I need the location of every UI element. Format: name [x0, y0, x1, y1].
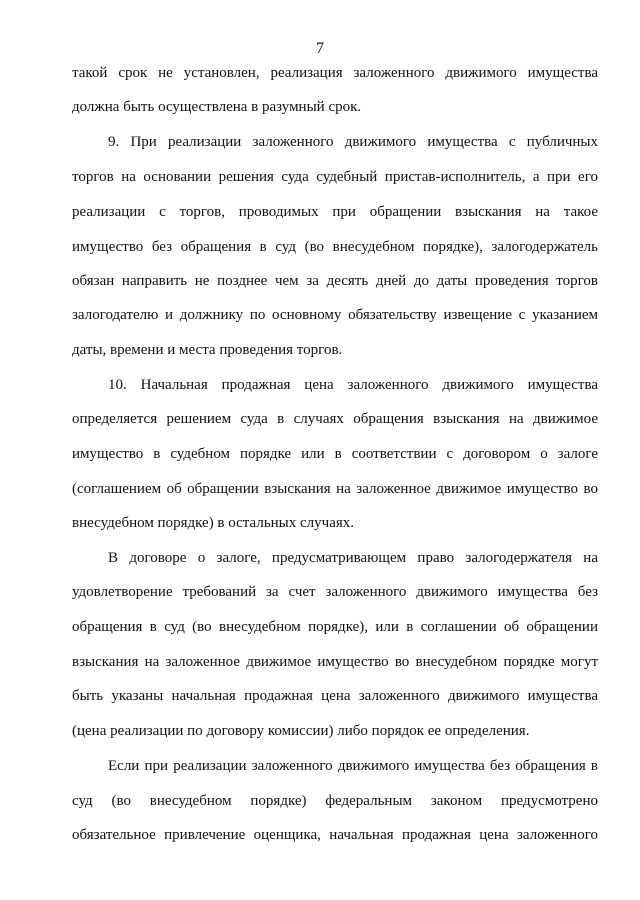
paragraph-first-line: В договоре о залоге, предусматривающем право залогодержателя на — [108, 550, 598, 566]
text-line: даты, времени и места проведения торгов. — [72, 342, 343, 358]
text-line: реализации с торгов, проводимых при обращении взыскания на такое — [72, 204, 598, 220]
text-line: имущество без обращения в суд (во внесудебном порядке), залогодержатель — [72, 239, 598, 255]
text-line: внесудебном порядке) в остальных случаях. — [72, 515, 355, 531]
text-line: суд (во внесудебном порядке) федеральным законом предусмотрено — [72, 793, 598, 809]
text-line: обязан направить не позднее чем за десять дней до даты проведения торгов — [72, 273, 598, 289]
text-line: такой срок не установлен, реализация заложенного движимого имущества — [72, 65, 598, 81]
text-line: удовлетворение требований за счет заложенного движимого имущества без — [72, 584, 598, 600]
paragraph-first-line: 9. При реализации заложенного движимого имущества с публичных — [108, 134, 598, 150]
text-line: взыскания на заложенное движимое имущество во внесудебном порядке могут — [72, 654, 598, 670]
text-line: залогодателю и должнику по основному обязательству извещение с указанием — [72, 307, 598, 323]
paragraph-first-line: Если при реализации заложенного движимого имущества без обращения в — [108, 758, 598, 774]
page-number: 7 — [316, 40, 324, 57]
text-line: имущество в судебном порядке или в соответствии с договором о залоге — [72, 446, 598, 462]
paragraph-first-line: 10. Начальная продажная цена заложенного движимого имущества — [108, 377, 598, 393]
text-line: (цена реализации по договору комиссии) либо порядок ее определения. — [72, 723, 530, 739]
text-line: должна быть осуществлена в разумный срок. — [72, 99, 362, 115]
text-line: обращения в суд (во внесудебном порядке), или в соглашении об обращении — [72, 619, 598, 635]
text-line: определяется решением суда в случаях обращения взыскания на движимое — [72, 411, 598, 427]
text-line: торгов на основании решения суда судебный пристав-исполнитель, а при его — [72, 169, 598, 185]
text-line: (соглашением об обращении взыскания на заложенное движимое имущество во — [72, 481, 598, 497]
text-line: обязательное привлечение оценщика, начальная продажная цена заложенного — [72, 827, 598, 843]
text-line: быть указаны начальная продажная цена заложенного движимого имущества — [72, 688, 598, 704]
